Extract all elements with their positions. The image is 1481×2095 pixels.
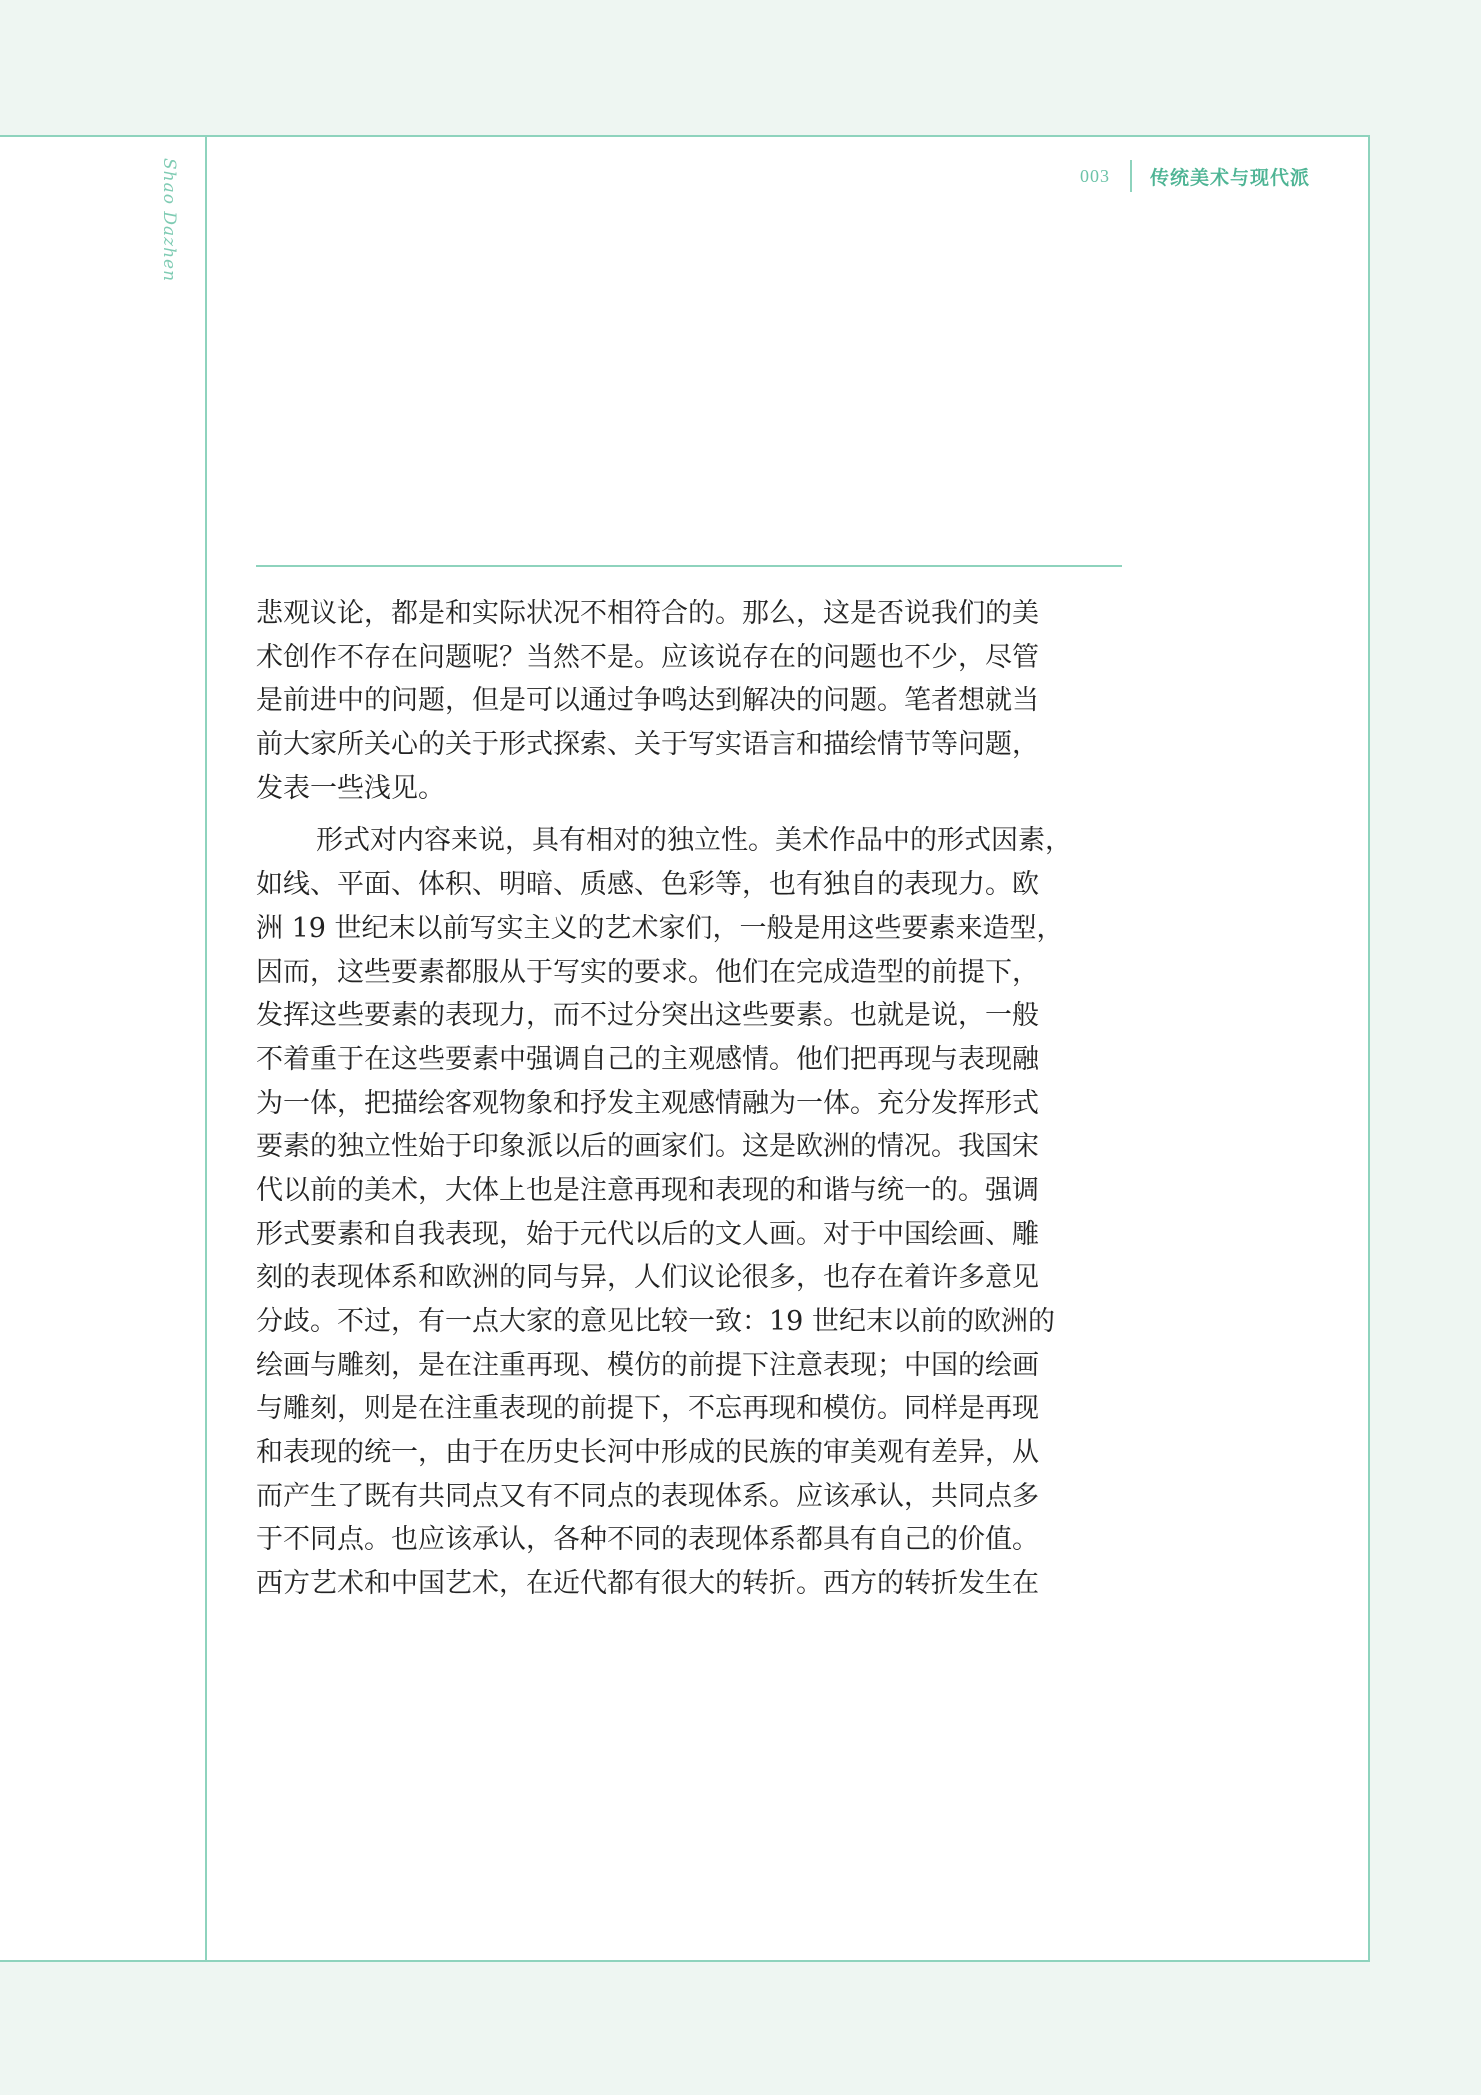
- header-divider: [1130, 160, 1132, 192]
- text-line: 和表现的统一，由于在历史长河中形成的民族的审美观有差异，从: [256, 1437, 1039, 1469]
- paragraph-1: [256, 592, 1166, 810]
- text-line: 形式要素和自我表现，始于元代以后的文人画。对于中国绘画、雕: [256, 1218, 1039, 1250]
- text-line: 形式对内容来说，具有相对的独立性。美术作品中的形式因素，: [316, 825, 1072, 857]
- text-line: 于不同点。也应该承认，各种不同的表现体系都具有自己的价值。: [256, 1524, 1039, 1556]
- text-line: 是前进中的问题，但是可以通过争鸣达到解决的问题。笔者想就当: [256, 685, 1039, 717]
- text-line: 刻的表现体系和欧洲的同与异，人们议论很多，也存在着许多意见: [256, 1262, 1039, 1294]
- paragraph-2: [256, 819, 1166, 1605]
- text-line: 前大家所关心的关于形式探索、关于写实语言和描绘情节等问题，: [256, 729, 1039, 761]
- text-line: 洲 19 世纪末以前写实主义的艺术家们，一般是用这些要素来造型，: [256, 912, 1064, 944]
- side-author-name: Shao Dazhen: [159, 158, 179, 283]
- text-line: 术创作不存在问题呢？当然不是。应该说存在的问题也不少，尽管: [256, 641, 1039, 673]
- text-line: 代以前的美术，大体上也是注意再现和表现的和谐与统一的。强调: [256, 1174, 1039, 1206]
- text-line: 如线、平面、体积、明暗、质感、色彩等，也有独自的表现力。欧: [256, 869, 1039, 901]
- text-line: 因而，这些要素都服从于写实的要求。他们在完成造型的前提下，: [256, 956, 1039, 988]
- text-line: 而产生了既有共同点又有不同点的表现体系。应该承认，共同点多: [256, 1480, 1039, 1512]
- body-text: [256, 592, 1166, 1606]
- text-line: 发挥这些要素的表现力，而不过分突出这些要素。也就是说，一般: [256, 1000, 1039, 1032]
- text-line: 绘画与雕刻，是在注重再现、模仿的前提下注意表现；中国的绘画: [256, 1349, 1039, 1381]
- frame-left-rule: [205, 135, 207, 1962]
- text-line: 分歧。不过，有一点大家的意见比较一致：19 世纪末以前的欧洲的: [256, 1306, 1055, 1337]
- text-line: 不着重于在这些要素中强调自己的主观感情。他们把再现与表现融: [256, 1043, 1039, 1075]
- text-line: 悲观议论，都是和实际状况不相符合的。那么，这是否说我们的美: [256, 598, 1039, 629]
- running-header: [1080, 158, 1310, 194]
- page-number: 003: [1080, 165, 1110, 186]
- text-line: 西方艺术和中国艺术，在近代都有很大的转折。西方的转折发生在: [256, 1568, 1039, 1600]
- text-line: 为一体，把描绘客观物象和抒发主观感情融为一体。充分发挥形式: [256, 1087, 1039, 1119]
- text-line: 要素的独立性始于印象派以后的画家们。这是欧洲的情况。我国宋: [256, 1131, 1039, 1163]
- content-top-rule: [256, 565, 1122, 567]
- text-line: 与雕刻，则是在注重表现的前提下，不忘再现和模仿。同样是再现: [256, 1393, 1039, 1425]
- frame-right-rule: [1368, 135, 1370, 1962]
- chapter-title: 传统美术与现代派: [1150, 166, 1311, 189]
- text-line: 发表一些浅见。: [256, 772, 445, 804]
